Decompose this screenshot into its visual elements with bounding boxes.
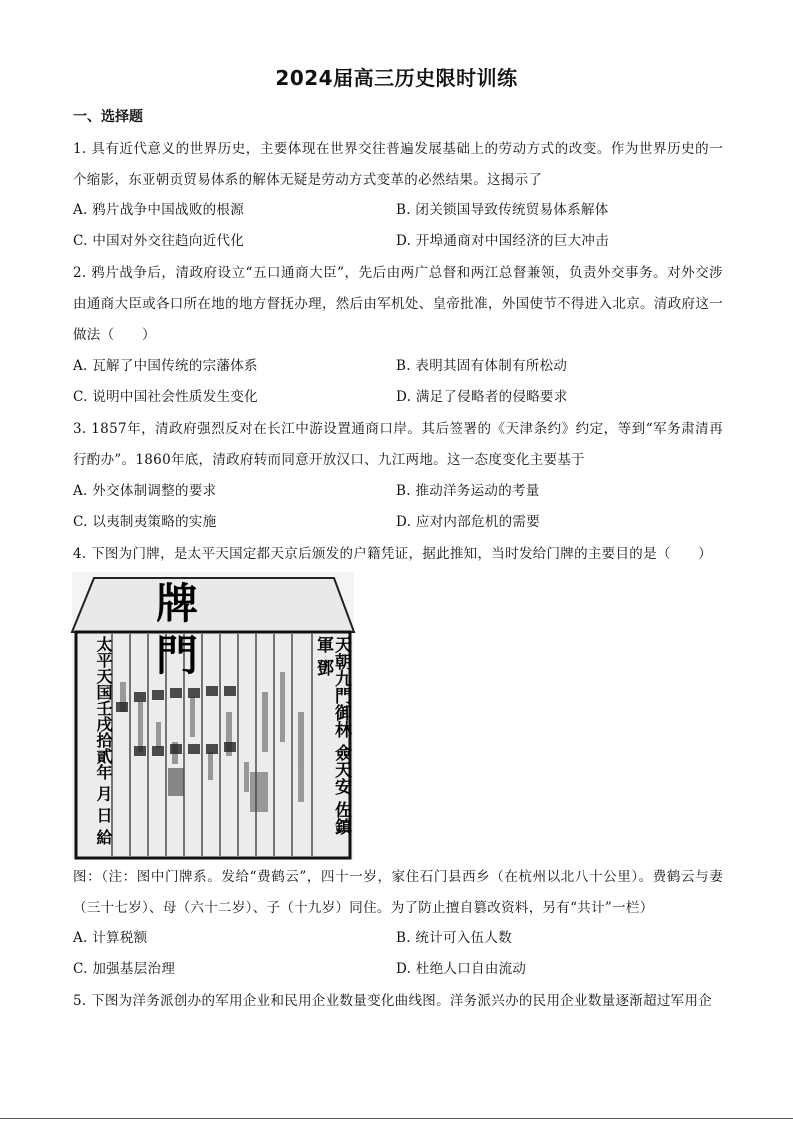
doorplate-figure xyxy=(72,572,354,860)
q3-option-b: B. 推动洋务运动的考量 xyxy=(396,483,540,499)
question-3-stem: 3. 1857年，清政府强烈反对在长江中游设置通商口岸。其后签署的《天津条约》约定，等到“军务肃清再行酌办”。1860年底，清政府转而同意开放汉口、九江两地。这一态度变化主要基于 xyxy=(73,421,723,468)
q4-option-b: B. 统计可入伍人数 xyxy=(396,930,513,946)
question-5-stem: 5. 下图为洋务派创办的军用企业和民用企业数量变化曲线图。洋务派兴办的民用企业数量逐渐超过军用企 xyxy=(73,993,713,1009)
q1-option-c: C. 中国对外交往趋向近代化 xyxy=(73,233,245,249)
doorplate-left-column: 太平天国壬戌拾貳年 月 日 給 xyxy=(94,636,113,845)
q3-option-c: C. 以夷制夷策略的实施 xyxy=(73,514,217,530)
q2-option-b: B. 表明其固有体制有所松动 xyxy=(396,358,568,374)
doorplate-right-column: 天朝九門御林 僉天安 佐鎮 軍 鄧 xyxy=(313,636,351,835)
q1-option-b: B. 闭关锁国导致传统贸易体系解体 xyxy=(396,202,609,218)
page-bottom-rule xyxy=(0,1118,793,1119)
q1-option-a: A. 鸦片战争中国战败的根源 xyxy=(73,202,245,218)
q3-option-a: A. 外交体制调整的要求 xyxy=(73,483,217,499)
section-heading: 一、选择题 xyxy=(73,109,143,125)
question-4-stem: 4. 下图为门牌，是太平天国定都天京后颁发的户籍凭证，据此推知，当时发给门牌的主要目的是（ ） xyxy=(73,546,713,562)
figure-caption: 图：（注：图中门牌系。发给“费鹤云”，四十一岁，家住石门县西乡（在杭州以北八十公里）。费鹤云与妻（三十七岁）、母（六十二岁）、子（十九岁）同住。为了防止擅自篡改资料，另有“共计”一栏） xyxy=(73,869,723,916)
q2-option-c: C. 说明中国社会性质发生变化 xyxy=(73,389,258,405)
question-2-stem: 2. 鸦片战争后，清政府设立“五口通商大臣”，先后由两广总督和两江总督兼领，负责外交事务。对外交涉由通商大臣或各口所在地的地方督抚办理，然后由军机处、皇帝批准，外国使节不得进入北京。清政府这一做法（ ） xyxy=(73,265,723,343)
q2-option-a: A. 瓦解了中国传统的宗藩体系 xyxy=(73,358,258,374)
question-1-stem: 1. 具有近代意义的世界历史，主要体现在世界交往普遍发展基础上的劳动方式的改变。作为世界历史的一个缩影，东亚朝贡贸易体系的解体无疑是劳动方式变革的必然结果。这揭示了 xyxy=(73,141,723,188)
q3-option-d: D. 应对内部危机的需要 xyxy=(396,514,541,530)
q4-option-a: A. 计算税额 xyxy=(73,930,148,946)
q1-option-d: D. 开埠通商对中国经济的巨大冲击 xyxy=(396,233,610,249)
q4-option-d: D. 杜绝人口自由流动 xyxy=(396,961,527,977)
page-title: 2024届高三历史限时训练 xyxy=(275,66,518,90)
q2-option-d: D. 满足了侵略者的侵略要求 xyxy=(396,389,568,405)
q4-option-c: C. 加强基层治理 xyxy=(73,961,176,977)
doorplate-header: 牌門 xyxy=(155,579,278,680)
